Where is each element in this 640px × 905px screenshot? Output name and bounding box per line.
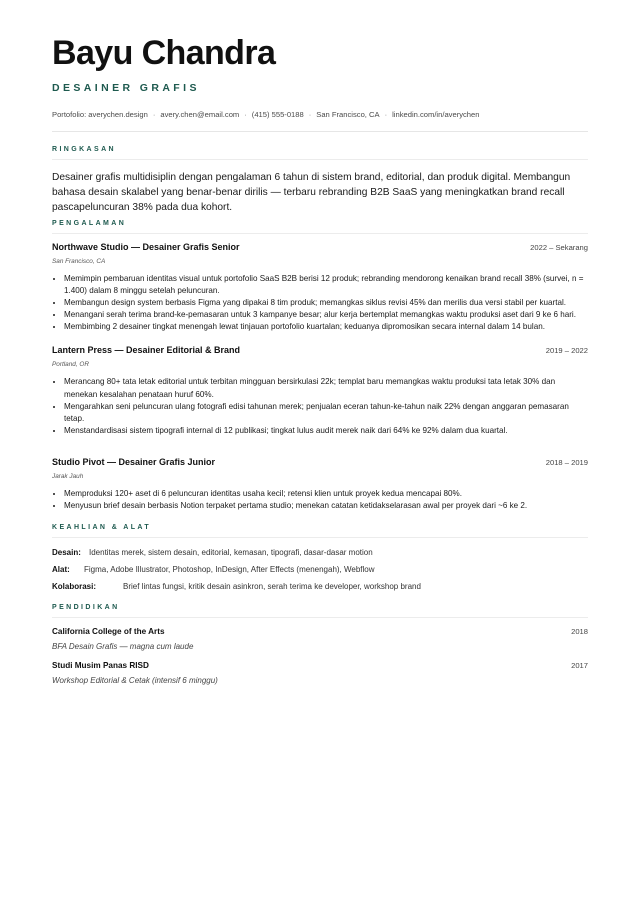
experience-section [52,220,588,512]
contact-separator: · [308,110,312,119]
education-section [52,604,588,685]
contact-location: San Francisco, CA [316,110,380,119]
job-bullet: • Menstandardisasi sistem tipografi internal di 12 publikasi; tingkat lulus audit merek naik dari 64% ke 92% dalam dua kuartal. [64,425,588,437]
education-degree: BFA Desain Grafis — magna cum laude [52,642,194,652]
contact-portfolio[interactable]: Portofolio: averychen.design [52,110,148,119]
job-bullets [52,488,588,512]
job-bullet: • Memimpin pembaruan identitas visual untuk portofolio SaaS B2B berisi 12 produk; rebranding mendorong kenaikan brand recall 38% (survei, n = 1.400) dalam 8 minggu setelah peluncuran. [64,273,588,297]
job-bullet: • Menyusun brief desain berbasis Notion terpaket pertama studio; menekan catatan ketidakselarasan awal per proyek dari ~6 ke 2. [64,500,588,512]
contact-phone: (415) 555-0188 [251,110,304,119]
skill-value: Identitas merek, sistem desain, editorial, kemasan, tipografi, dasar-dasar motion [89,548,373,558]
skills-section [52,524,588,592]
header-divider [52,131,588,132]
skill-row [52,548,588,558]
summary-text: Desainer grafis multidisiplin dengan pengalaman 6 tahun di sistem brand, editorial, dan produk digital. Membangun bahasa desain skalabel yang benar-benar dirilis — terbaru rebranding B2B SaaS yang meningkatkan brand recall pascapeluncuran 38% pada dua kohort. [52,172,571,213]
skill-label: Desain: [52,548,81,558]
education-degree: Workshop Editorial & Cetak (intensif 6 minggu) [52,676,218,686]
contact-separator: · [244,110,247,119]
skill-value: Figma, Adobe Illustrator, Photoshop, InDesign, After Effects (menengah), Webflow [84,565,375,575]
skills-list [52,548,588,592]
job-entry-location: Jarak Jauh [52,472,84,480]
job-bullet: • Memproduksi 120+ aset di 6 peluncuran identitas usaha kecil; retensi klien untuk proyek kedua mencapai 80%. [64,488,588,500]
education-entry [52,661,588,685]
job-entry-dates: 2022 – Sekarang [530,243,588,252]
job-bullet: • Membimbing 2 desainer tingkat menengah lewat tinjauan portofolio kuartalan; keduanya dipromosikan secara internal dalam 14 bulan. [64,321,588,333]
skill-value: Brief lintas fungsi, kritik desain asinkron, serah terima ke developer, workshop brand [123,582,421,592]
skill-label: Alat: [52,565,70,575]
contact-email[interactable]: avery.chen@email.com [160,110,240,119]
job-bullet: • Membangun design system berbasis Figma yang dipakai 8 tim produk; memangkas siklus revisi 45% dan merilis dua versi stabil per kuartal. [64,297,588,309]
job-entry-location: San Francisco, CA [52,258,106,265]
job-bullets [52,376,588,436]
skill-row [52,565,588,575]
section-divider [52,233,588,234]
contact-line [52,110,588,119]
section-heading-summary: RINGKASAN [52,146,116,153]
job-entry-dates: 2018 – 2019 [545,457,588,467]
section-heading-experience: PENGALAMAN [52,220,127,227]
contact-separator: · [384,110,388,119]
contact-linkedin[interactable]: linkedin.com/in/averychen [392,110,480,119]
job-entry [52,345,588,436]
section-divider [52,159,588,160]
education-year: 2018 [571,627,588,637]
summary-section [52,146,588,215]
section-heading-skills: KEAHLIAN & ALAT [52,524,151,532]
section-divider [52,537,588,538]
candidate-name: Bayu Chandra [52,34,276,72]
section-heading-education: PENDIDIKAN [52,604,120,612]
job-entry-location: Portland, OR [52,361,89,369]
contact-separator: · [152,110,156,119]
job-entry [52,242,588,333]
job-bullet: • Merancang 80+ tata letak editorial untuk terbitan mingguan bersirkulasi 22k; templat baru memangkas waktu produksi tata letak 30% dan menekan kesalahan penataan huruf 60%. [64,376,588,400]
job-entry-title: Lantern Press — Desainer Editorial & Brand [52,345,241,356]
education-school: California College of the Arts [52,627,165,637]
education-year: 2017 [571,661,588,671]
job-entry-dates: 2019 – 2022 [545,346,588,356]
job-bullets [52,273,588,333]
skill-label: Kolaborasi: [52,582,97,592]
education-entry [52,627,588,651]
job-entry-title: Northwave Studio — Desainer Grafis Senior [52,242,240,252]
job-entry-title: Studio Pivot — Desainer Grafis Junior [52,456,216,467]
job-bullet: • Mengarahkan seni peluncuran ulang fotografi edisi tahunan merek; penjualan eceran tahun-ke-tahun naik 22% dengan anggaran pemasaran tetap. [64,401,588,425]
job-entry [52,457,588,512]
section-divider [52,617,588,618]
education-school: Studi Musim Panas RISD [52,661,149,671]
skill-row [52,582,588,592]
job-title: DESAINER GRAFIS [52,82,200,94]
job-bullet: • Menangani serah terima brand-ke-pemasaran untuk 3 kampanye besar; alur kerja bertemplat memangkas waktu produksi aset dari 9 ke 6 hari. [64,309,588,321]
